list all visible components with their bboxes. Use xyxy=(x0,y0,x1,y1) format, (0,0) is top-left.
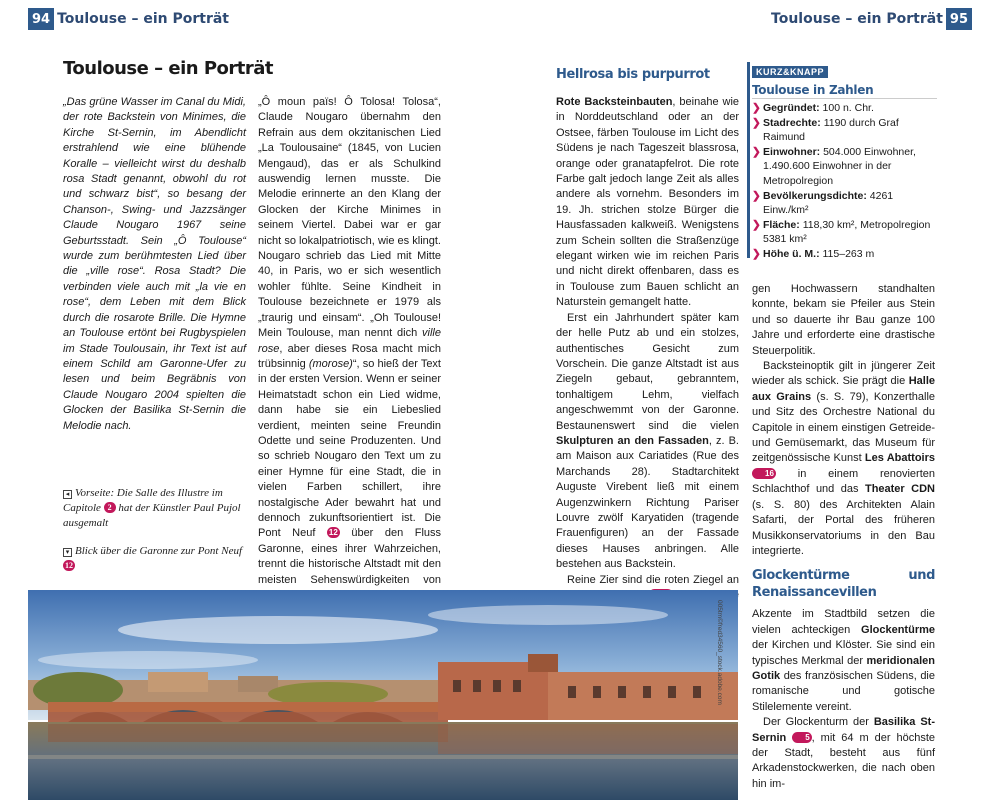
paragraph: Reine Zier sind die roten Ziegel an xyxy=(556,573,739,619)
paragraph: gen Hochwassern standhalten konnte, bekam sie Pfeiler aus Stein und so dauerte ihr Bau ganze 100 Jahre und erforderte eine drastische Steuerpolitik. xyxy=(752,283,935,357)
chevron-right-icon: ❯ xyxy=(752,145,761,158)
list-item: ❯ Einwohner: 504.000 Einwohner, 1.490.600 Einwohner in der Metropolregion xyxy=(752,145,916,187)
header-left xyxy=(28,8,229,30)
chevron-right-icon: ❯ xyxy=(752,116,761,129)
poi-badge: 12 xyxy=(328,528,338,538)
chevron-right-icon: ❯ xyxy=(752,218,761,231)
list-item: ❯ Stadrechte: 1190 durch Graf Raimund xyxy=(752,116,899,144)
caption-prev-page: ◂ Vorseite: Die Salle des Illustre im Capitole 2 hat der Künstler Paul Pujol ausgemalt xyxy=(63,487,241,529)
photo-pont-neuf xyxy=(28,590,738,800)
page-number-right: 95 xyxy=(946,8,972,30)
paragraph: Erst ein Jahrhundert später kam der helle Putz ab und ein stolzes, authentisches Gesicht zum Vorschein. Die ganze Altstadt ist aus Ziegeln gebaut, gebranntem, tonhaltigem Lehm, vielfach angeschwemmt von der Garonne. Bestaunenswert sind die vielen Skulpturen an den Fassaden, z. B. am Maison aux Cariatides (Rue des Marchands 28). Stadtarchitekt Auguste Virebent ließ mit einem Augenzwinkern Richtung Pariser Louvre zwölf Karyatiden (tragende Frauenfiguren) an der Fassade dieses Hauses anbringen. Alle bestehen aus Backstein. xyxy=(556,311,739,571)
header-right xyxy=(771,8,972,30)
paragraph: Der Glockenturm der Basilika St-Sernin 5 , mit 64 m der höchste der Stadt, besteht aus fünf Arkadenstockwerken, die nach oben hin im- xyxy=(752,716,935,790)
photo-credit: 005tm©fred34560_stock.adobe.com xyxy=(716,600,723,705)
arrow-left-icon: ◂ xyxy=(63,490,72,499)
section-heading-hellrosa: Hellrosa bis purpurrot xyxy=(556,67,710,82)
poi-badge: 5 xyxy=(792,732,811,743)
paragraph: Rote Backsteinbauten, beinahe wie in Norddeutschland oder an der Ostsee, färben Toulouse im Licht des Südens je nach Tageszeit blassrosa, orange oder granatapfelrot. Die rote Farbe galt jedoch lange Zeit als alles andere als vornehm. Besonders im 19. Jh. strichen stolze Bürger die Hausfassaden kalkweiß. Wenigstens zum Schein sollten die Straßenzüge elegant wirken wie im reichen Paris und nicht direkt offenbaren, dass es in Toulouse zum Bauen schlicht an Naturstein gemangelt hatte. xyxy=(556,96,740,309)
chevron-right-icon: ❯ xyxy=(752,247,761,260)
running-title-left: Toulouse – ein Porträt xyxy=(57,11,229,27)
section-heading-glockentuerme: Glockentürme und Renaissancevillen xyxy=(752,568,935,601)
body-column-2 xyxy=(258,95,441,634)
running-title-right: Toulouse – ein Porträt xyxy=(771,11,943,27)
info-box-rule xyxy=(747,62,750,258)
caption-photo: ▾ Blick über die Garonne zur Pont Neuf 12 xyxy=(65,545,243,570)
arrow-down-icon: ▾ xyxy=(63,548,72,557)
poi-badge: 12 xyxy=(65,561,73,570)
chevron-right-icon: ❯ xyxy=(752,189,761,202)
intro-paragraph xyxy=(63,95,246,434)
paragraph: Backsteinoptik gilt in jüngerer Zeit wieder als schick. Sie prägt die Halle aux Grains (s. S. 79), Konzerthalle und Sitz des Orchestre National du Capitole in einem einstigen Getreide- und Gemüsemarkt, das Museum für zeitgenössische Kunst Les Abattoirs 16 in einem renovierten Schlachthof und das Theater CDN (s. S. 80) des Architekten Alain Safarti, der Portal des früheren Musikkonservatoriums in den Bau integrierte. xyxy=(752,360,936,557)
page-number-left: 94 xyxy=(28,8,54,30)
chevron-right-icon: ❯ xyxy=(752,102,761,114)
poi-badge: 2 xyxy=(104,502,116,513)
info-box xyxy=(752,62,937,262)
poi-badge: 16 xyxy=(752,468,776,479)
list-item: ❯ Gegründet: 100 n. Chr. xyxy=(752,102,874,114)
facts-list xyxy=(752,101,937,262)
body-column-4 xyxy=(752,282,935,792)
chapter-title: Toulouse – ein Porträt xyxy=(63,58,274,79)
photo-illustration xyxy=(28,590,738,800)
info-box-title: Toulouse in Zahlen xyxy=(752,83,937,99)
paragraph: „Ô moun païs! Ô Tolosa! Tolosa“, Claude Nougaro übernahm den Refrain aus dem okzitanischen Lied „La Toulousaine“ (1845, von Lucien Mengaud), das er als Schulkind auswendig lernen musste. Die Melodie erinnerte an den Klang der Glocken der Kirche Minimes in seinem Viertel. Dabei war er gar nicht so lokalpatriotisch, wie es klingt. Nougaro schrieb das Lied mit Mitte 40, in Paris, wo er sich wesentlich wohler fühlte. Seine Kindheit in Toulouse bezeichnete er 1979 als „traurig und einsam“. „Oh Toulouse! Mein Toulouse, man nennt dich ville rose, aber dieses Rosa macht mich trübsinnig (morose)“, so hieß der Text in der ersten Version. Wenn er seiner Heimatstadt schon ein Lied widme, dann habe sie ein Liebeslied verdient, meinten seine Freundin Odette und seine Produzenten. Und so schrieb Nougaro den Text um zu einer Hymne für eine Stadt, die in vielen Farben schillert, ihre nostalgische Ader bewahrt hat und dennoch zukunftsorientiert ist. Die Pont Neuf 12 über den Fluss Garonne, eines ihrer Wahrzeichen, trennt die historische Altstadt mit den meisten Sehenswürdigkeiten von xyxy=(258,96,442,586)
list-item: ❯ Fläche: 118,30 km², Metropolregion 5381 km² xyxy=(752,218,931,246)
body-column-3 xyxy=(556,95,739,619)
list-item: ❯ Bevölkerungsdichte: 4261 Einw./km² xyxy=(752,189,894,217)
info-box-tag: KURZ&KNAPP xyxy=(752,66,828,78)
paragraph: Akzente im Stadtbild setzen die vielen achteckigen Glockentürme der Kirchen und Klöster. Sie sind ein typisches Merkmal der meridionalen Gotik des französischen Südens, die romanische und gotische Stilelemente vereint. xyxy=(752,608,935,713)
list-item: ❯ Höhe ü. M.: 115–263 m xyxy=(752,247,875,260)
intro-text: „Das grüne Wasser im Canal du Midi, der rote Backstein von Minimes, die Kirche St-Sernin, im Abendlicht erstrahlend wie eine blühende Koralle – vielleicht wirst du deshalb rosa Stadt genannt, obwohl du rot und schwarz bist“, so besang der Chanson-, Swing- und Jazzsänger Claude Nougaro 1967 seine Geburtsstadt. Sein „Ô Toulouse“ wurde zum berühmtesten Lied über die „ville rose“. Rosa Stadt? Die verbinden viele auch mit „la vie en rose“, dem Leben mit dem Blick durch die rosarote Brille. Die Hymne an Toulouse ertönt bei Rugbyspielen im Stade Toulousain, ihr Text ist auf einem Schild am Garonne-Ufer zu lesen und beim Begräbnis von Claude Nougaro 2004 spielten die Glocken der Basilika St-Sernin die Melodie nach. xyxy=(63,96,246,432)
